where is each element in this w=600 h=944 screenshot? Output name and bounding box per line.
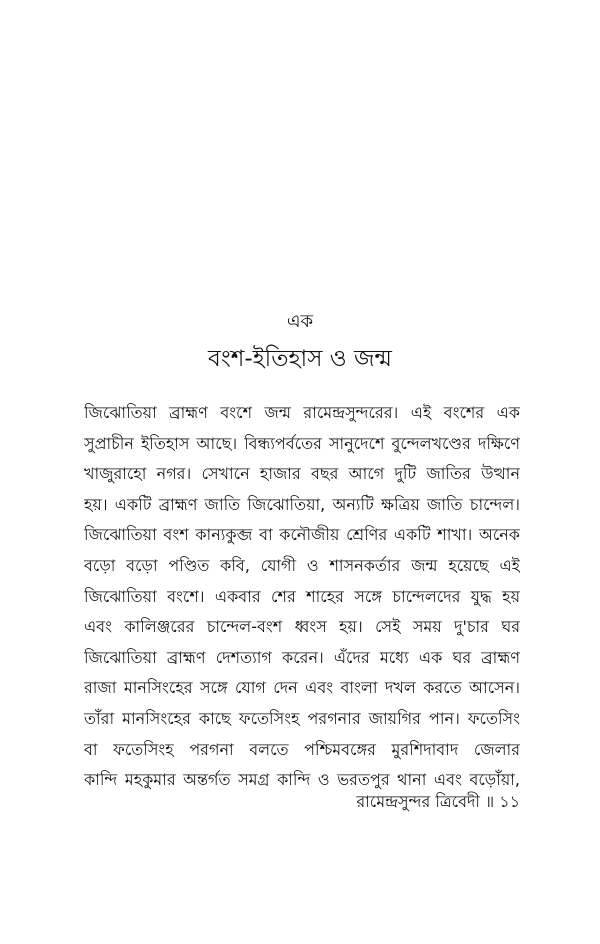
text-line: এবং কালিঞ্জরের চান্দেল-বংশ ধ্বংস হয়। সেই সময় দু'চার ঘর (84, 617, 520, 637)
text-line: জিঝোতিয়া ব্রাহ্মণ দেশত্যাগ করেন। এঁদের মধ্যে এক ঘর ব্রাহ্মণ (84, 647, 520, 667)
text-line: জিঝোতিয়া বংশে। একবার শের শাহের সঙ্গে চান্দেলদের যুদ্ধ হয় (84, 586, 520, 606)
text-line: রাজা মানসিংহের সঙ্গে যোগ দেন এবং বাংলা দখল করতে আসেন। (84, 678, 520, 698)
chapter-title: বংশ-ইতিহাস ও জন্ম (208, 346, 392, 372)
text-line: তাঁরা মানসিংহের কাছে ফতেসিংহ পরগনার জায়গির পান। ফতেসিং (84, 708, 520, 728)
running-title: রামেন্দ্রসুন্দর ত্রিবেদী (356, 792, 480, 811)
text-line: কান্দি মহকুমার অন্তর্গত সমগ্র কান্দি ও ভরতপুর থানা এবং বড়োঁয়া, (84, 770, 520, 790)
text-line: জিঝোতিয়া ব্রাহ্মণ বংশে জন্ম রামেন্দ্রসুন্দরের। এই বংশের এক (84, 403, 520, 422)
text-line: খাজুরাহো নগর। সেখানে হাজার বছর আগে দুটি জাতির উত্থান (84, 464, 520, 484)
text-line: বা ফতেসিংহ পরগনা বলতে পশ্চিমবঙ্গের মুরশিদাবাদ জেলার (84, 739, 520, 759)
page-footer (300, 790, 520, 814)
text-line: সুপ্রাচীন ইতিহাস আছে। বিন্ধ্যপর্বতের সানুদেশে বুন্দেলখণ্ডের দক্ষিণে (84, 433, 520, 453)
page-number: ১১ (499, 792, 520, 811)
text-line: বড়ো বড়ো পণ্ডিত কবি, যোগী ও শাসনকর্তার জন্ম হয়েছে এই (84, 555, 520, 575)
text-line: জিঝোতিয়া বংশ কান্যকুব্জ বা কনৌজীয় শ্রেণির একটি শাখা। অনেক (84, 525, 520, 545)
chapter-number: এক (286, 311, 314, 332)
body-paragraph (84, 398, 520, 796)
footer-separator: ॥ (485, 792, 495, 811)
text-line: হয়। একটি ব্রাহ্মণ জাতি জিঝোতিয়া, অন্যটি ক্ষত্রিয় জাতি চান্দেল। (84, 494, 520, 514)
